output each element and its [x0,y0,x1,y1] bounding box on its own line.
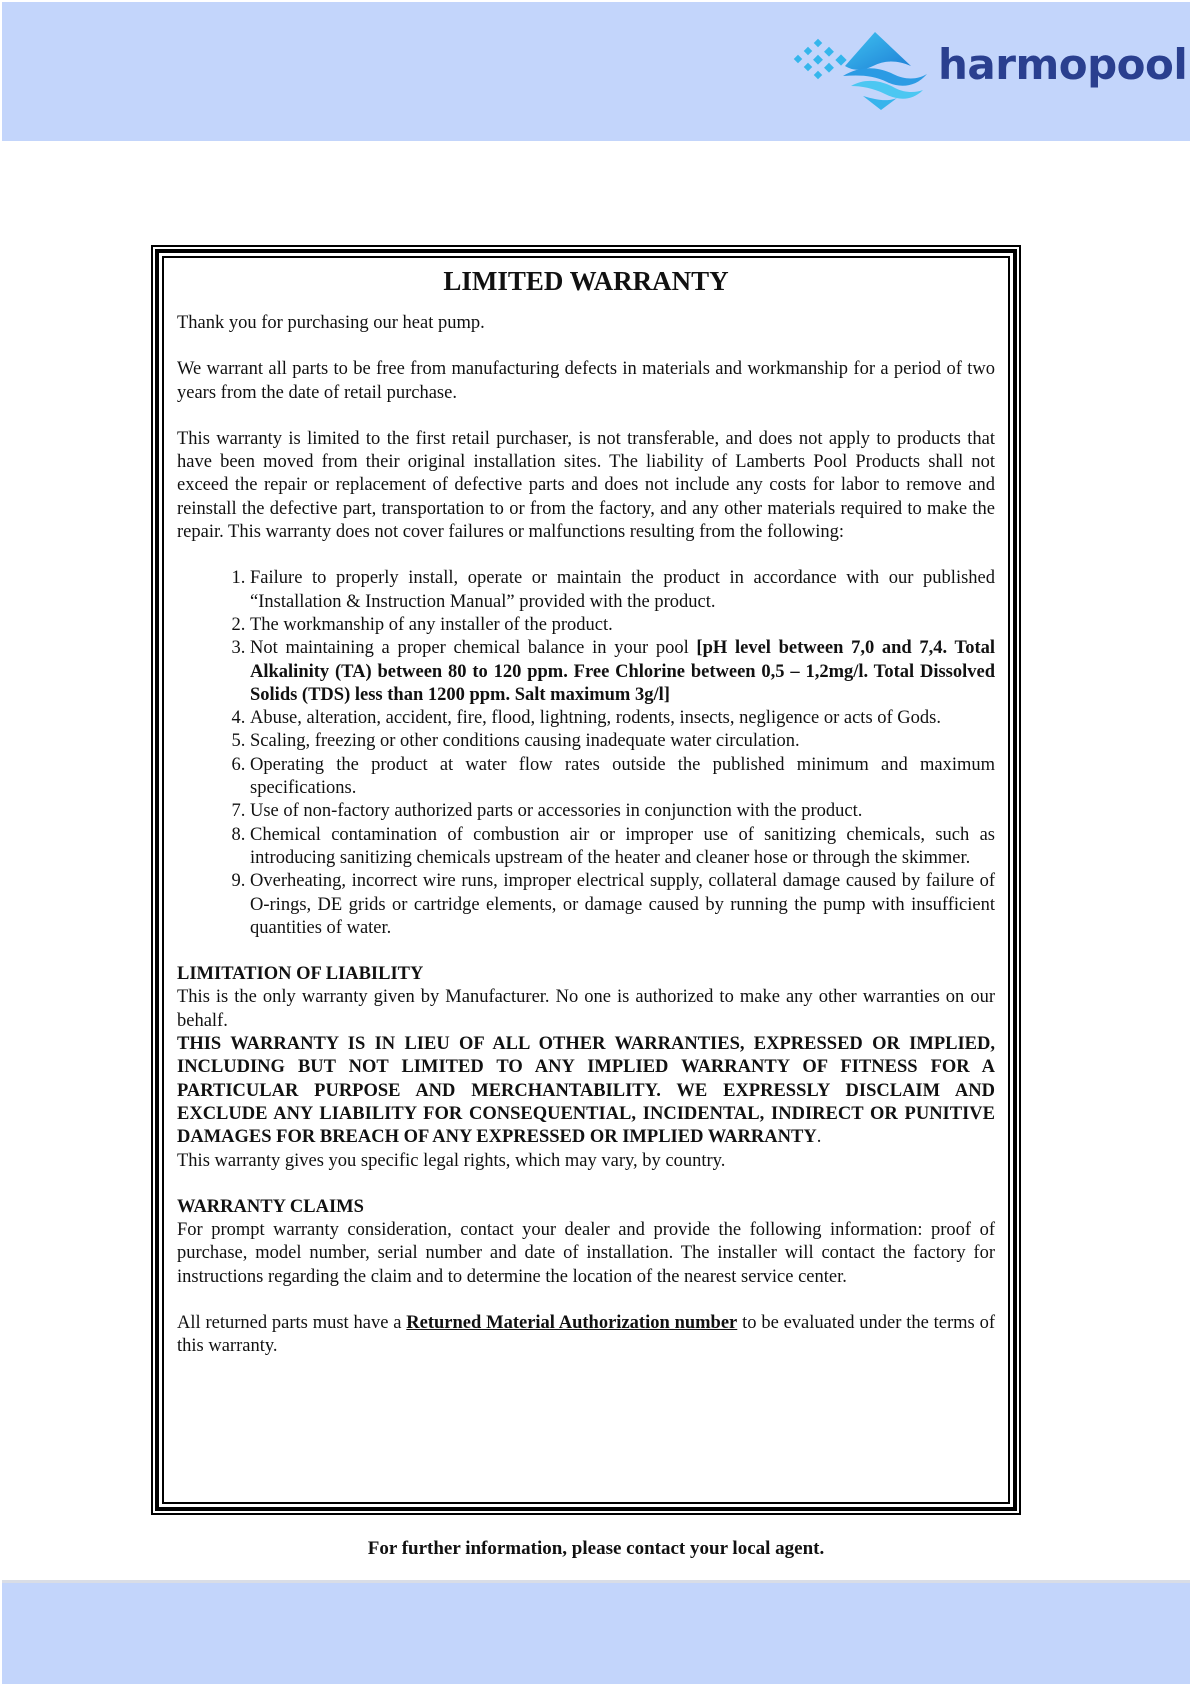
exclusion-item: 9. Overheating, incorrect wire runs, improper electrical supply, collateral damage caused by failure of O-rings, DE grids or cartridge elements, or damage caused by running the pump with insufficient quantities of water. [250,870,995,940]
exclusion-chemical-text: Not maintaining a proper chemical balance in your pool [250,638,697,659]
warranty-content [177,265,995,1359]
exclusions-list [177,567,995,940]
footer-band [2,1580,1190,1684]
returns-prefix: All returned parts must have a [177,1312,407,1333]
claims-paragraph: For prompt warranty consideration, contact your dealer and provide the following information: proof of purchase, model number, serial number and date of installation. The installer will contact the factory for instructions regarding the claim and to determine the location of the nearest service center. [177,1220,995,1287]
exclusion-item: 4. Abuse, alteration, accident, fire, flood, lightning, rodents, insects, negligence or acts of Gods. [250,707,995,730]
warrant-paragraph: We warrant all parts to be free from manufacturing defects in materials and workmanship for a period of two years from the date of retail purchase. [177,359,995,403]
warranty-title: LIMITED WARRANTY [443,266,729,296]
chemical-limits: [pH level between 7,0 and 7,4. Total Alkalinity (TA) between 80 to 120 ppm. Free Chlorine between 0,5 – 1,2mg/l. Total Dissolved Solids (TDS) less than 1200 ppm. Salt maximum 3g/l] [250,638,995,705]
liability-disclaimer [177,1033,995,1149]
liability-intro: This is the only warranty given by Manufacturer. No one is authorized to make any other warranties on our behalf. [177,987,995,1031]
exclusion-item: 1. Failure to properly install, operate or maintain the product in accordance with our published “Installation & Instruction Manual” provided with the product. [250,567,995,614]
liability-heading: LIMITATION OF LIABILITY [177,964,424,985]
exclusion-item: 2. The workmanship of any installer of the product. [250,614,995,637]
exclusion-item: 8. Chemical contamination of combustion air or improper use of sanitizing chemicals, such as introducing sanitizing chemicals upstream of the heater and cleaner hose or through the skimmer. [250,824,995,871]
brand-name: harmopool [938,40,1188,89]
exclusion-item: 7. Use of non-factory authorized parts or accessories in conjunction with the product. [250,800,995,823]
exclusion-item: 6. Operating the product at water flow rates outside the published minimum and maximum specifications. [250,754,995,801]
claims-heading: WARRANTY CLAIMS [177,1196,364,1217]
rma-number-text: Returned Material Authorization number [406,1312,738,1333]
contact-note: For further information, please contact your local agent. [367,1538,825,1559]
scope-paragraph: This warranty is limited to the first retail purchaser, is not transferable, and does not apply to products that have been moved from their original installation sites. The liability of Lamberts Pool Products shall not exceed the repair or replacement of defective parts and does not include any costs for labor to remove and reinstall the defective part, transportation to or from the factory, and any other materials required to make the repair. This warranty does not cover failures or malfunctions resulting from the following: [177,428,995,543]
disclaimer-text: THIS WARRANTY IS IN LIEU OF ALL OTHER WARRANTIES, EXPRESSED OR IMPLIED, INCLUDING BUT NOT LIMITED TO ANY IMPLIED WARRANTY OF FITNESS FOR A PARTICULAR PURPOSE AND MERCHANTABILITY. WE EXPRESSLY DISCLAIM AND EXCLUDE ANY LIABILITY FOR CONSEQUENTIAL, INCIDENTAL, INDIRECT OR PUNITIVE DAMAGES FOR BREACH OF ANY EXPRESSED OR IMPLIED WARRANTY [177,1034,995,1148]
thanks-paragraph: Thank you for purchasing our heat pump. [177,313,485,333]
exclusion-item [250,637,995,707]
disclaimer-period: . [816,1127,822,1148]
exclusion-item: 5. Scaling, freezing or other conditions causing inadequate water circulation. [250,730,995,753]
returns-paragraph [177,1312,995,1359]
legal-rights: This warranty gives you specific legal rights, which may vary, by country. [177,1150,726,1171]
brand-logo [793,26,1188,116]
wave-logo-icon [793,26,928,116]
returns-suffix: to be evaluated under the terms of this warranty. [177,1312,995,1357]
